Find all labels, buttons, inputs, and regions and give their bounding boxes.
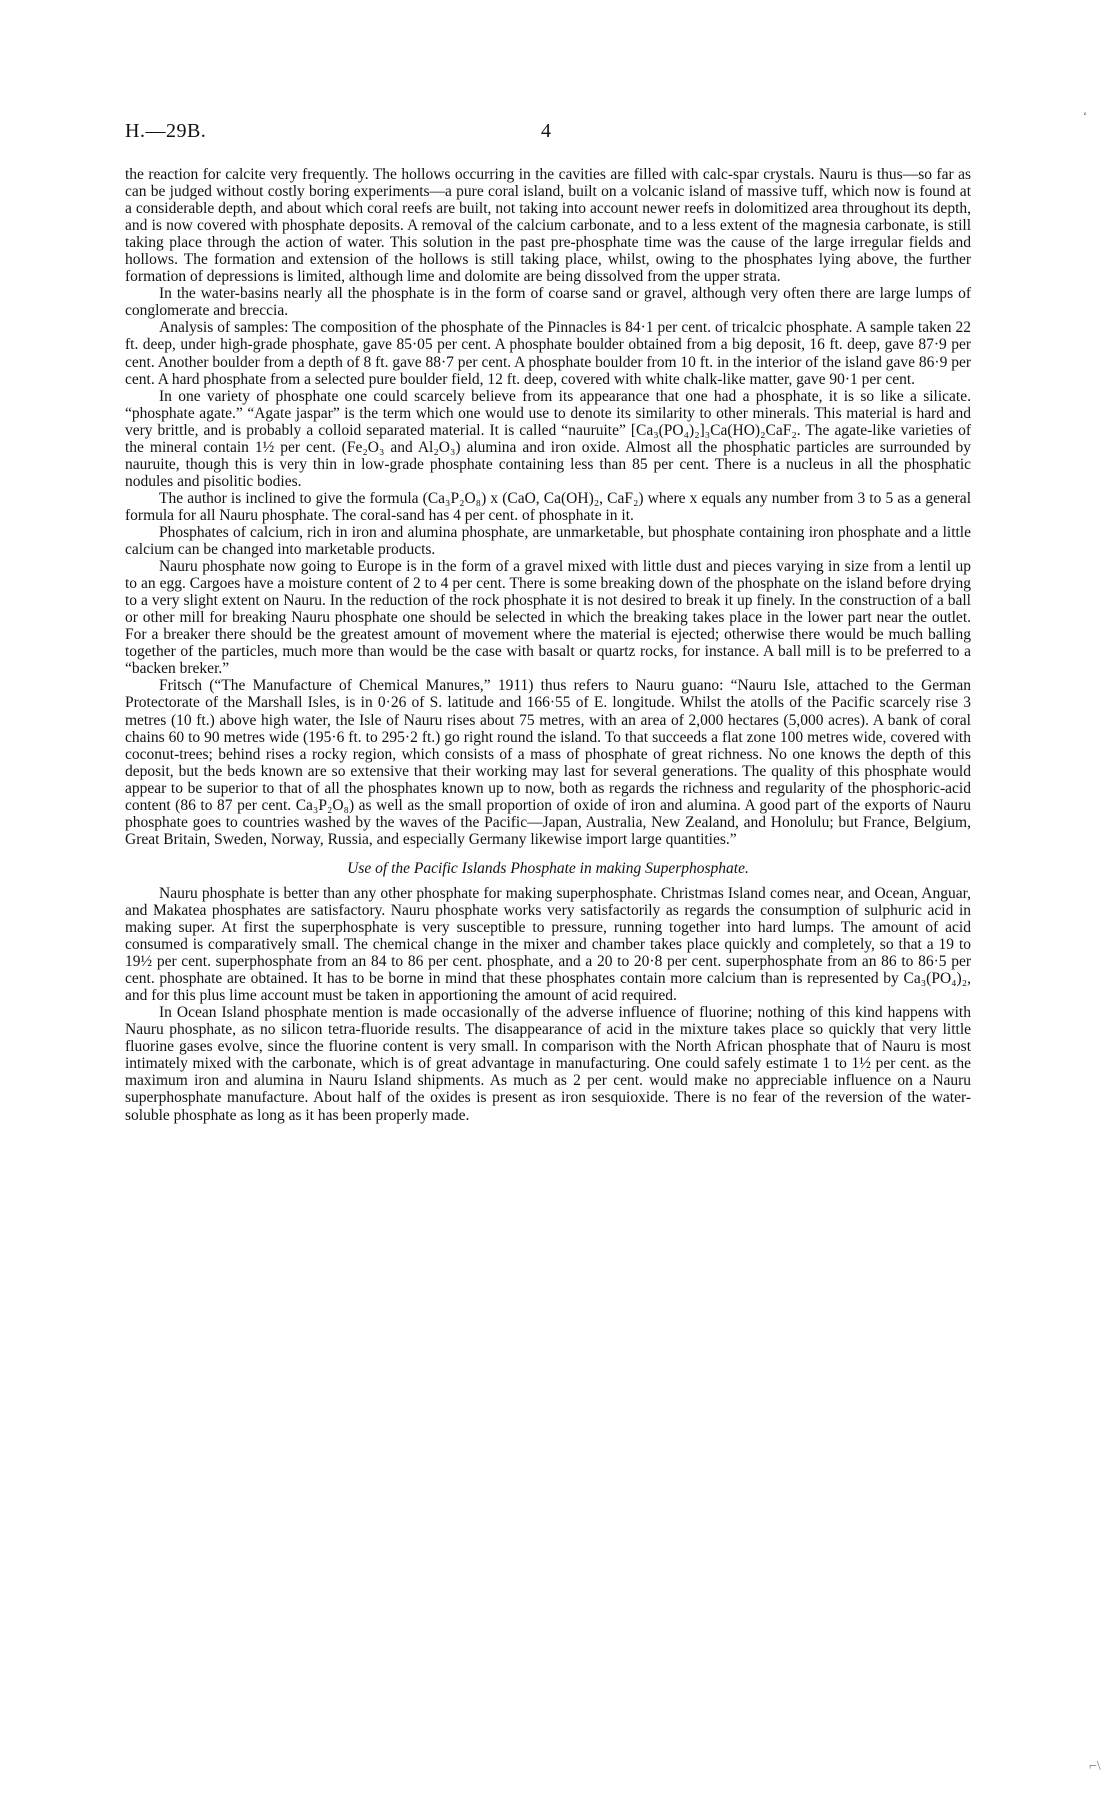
- paragraph-ocean-island: In Ocean Island phosphate mention is made occasionally of the adverse influence of fluorine; nothing of this kind happens with Nauru phosphate, as no silicon tetra-fluoride results. The disappearance of acid in the mixture takes place so quickly that very little fluorine gases evolve, since the fluorine content is very small. In comparison with the North African phosphate that of Nauru is most intimately mixed with the carbonate, which is of great advantage in manufacturing. One could safely estimate 1 to 1½ per cent. as the maximum iron and alumina in Nauru Island shipments. As much as 2 per cent. would make no appreciable influence on a Nauru superphosphate manufacture. About half of the oxides is present as iron sesquioxide. There is no fear of the reversion of the water-soluble phosphate as long as it has been properly made.: [125, 1004, 971, 1124]
- document-code: H.—29B.: [125, 120, 207, 142]
- document-body: [125, 166, 971, 1124]
- margin-mark-bottom: ⌐\: [1089, 1759, 1101, 1774]
- paragraph-calcium: Phosphates of calcium, rich in iron and alumina phosphate, are unmarketable, but phosphate containing iron phosphate and a little calcium can be changed into marketable products.: [125, 523, 971, 559]
- margin-mark-top: ʻ: [1083, 109, 1087, 123]
- section-heading: Use of the Pacific Islands Phosphate in making Superphosphate.: [347, 859, 749, 877]
- paragraph-water-basins: In the water-basins nearly all the phosphate is in the form of coarse sand or gravel, although very often there are large lumps of conglomerate and breccia.: [125, 285, 971, 320]
- paragraph-nauruite: In one variety of phosphate one could scarcely believe from its appearance that one had a phosphate, it is so like a silicate. “phosphate agate.” “Agate jaspar” is the term which one would use to denote its similarity to other minerals. This material is hard and very brittle, and is probably a colloid separated material. It is called “nauruite” [Ca₃(PO₄)₂]₃Ca(HO)₂CaF₂. The agate-like varieties of the mineral contain 1½ per cent. (Fe₂O₃ and Al₂O₃) alumina and iron oxide. Almost all the phosphatic particles are surrounded by nauruite, though this is very thin in low-grade phosphate containing less than 85 per cent. There is a nucleus in all the phosphatic nodules and pisolitic bodies.: [125, 387, 971, 490]
- paragraph-formula: The author is inclined to give the formula (Ca₃P₂O₈) x (CaO, Ca(OH)₂, CaF₂) where x equals any number from 3 to 5 as a general formula for all Nauru phosphate. The coral-sand has 4 per cent. of phosphate in it.: [125, 489, 971, 524]
- paragraph-analysis: Analysis of samples: The composition of the phosphate of the Pinnacles is 84·1 per cent. of tricalcic phosphate. A sample taken 22 ft. deep, under high-grade phosphate, gave 85·05 per cent. A phosphate boulder obtained from a big deposit, 16 ft. deep, gave 87·9 per cent. Another boulder from a depth of 8 ft. gave 88·7 per cent. A phosphate boulder from 10 ft. in the interior of the island gave 86·9 per cent. A hard phosphate from a selected pure boulder field, 12 ft. deep, covered with white chalk-like matter, gave 90·1 per cent.: [125, 319, 971, 388]
- paragraph-europe: Nauru phosphate now going to Europe is in the form of a gravel mixed with little dust and pieces varying in size from a lentil up to an egg. Cargoes have a moisture content of 2 to 4 per cent. There is some breaking down of the phosphate on the island before drying to a very slight extent on Nauru. In the reduction of the rock phosphate it is not desired to break it up finely. In the construction of a ball or other mill for breaking Nauru phosphate one should be selected in which the breaking takes place in the lower part near the outlet. For a breaker there should be the greatest amount of movement where the material is ejected; otherwise there would be much balling together of the particles, much more than would be the case with basalt or quartz rocks, for instance. A ball mill is to be preferred to a “backen breker.”: [125, 558, 971, 678]
- paragraph-continued: the reaction for calcite very frequently. The hollows occurring in the cavities are filled with calc-spar crystals. Nauru is thus—so far as can be judged without costly boring experiments—a pure coral island, built on a volcanic island of massive tuff, which now is found at a considerable depth, and about which coral reefs are built, not taking into account newer reefs in dolomitized area throughout its depth, and is now covered with phosphate deposits. A removal of the calcium carbonate, and to a less extent of the magnesia carbonate, is still taking place through the action of water. This solution in the past pre-phosphate time was the cause of the large irregular fields and hollows. The formation and extension of the hollows is still taking place, whilst, owing to the phosphates lying above, the further formation of depressions is limited, although lime and dolomite are being dissolved from the upper strata.: [125, 166, 971, 286]
- paragraph-fritsch: Fritsch (“The Manufacture of Chemical Manures,” 1911) thus refers to Nauru guano: “Nauru Isle, attached to the German Protectorate of the Marshall Isles, is in 0·26 of S. latitude and 166·55 of E. longitude. Whilst the atolls of the Pacific scarcely rise 3 metres (10 ft.) above high water, the Isle of Nauru rises about 75 metres, with an area of 2,000 hectares (5,000 acres). A bank of coral chains 60 to 90 metres wide (195·6 ft. to 295·2 ft.) go right round the island. To that succeeds a flat zone 100 metres wide, covered with coconut-trees; behind rises a rocky region, which consists of a mass of phosphate of great richness. No one knows the depth of this deposit, but the beds known are so extensive that their working may last for several generations. The quality of this phosphate would appear to be superior to that of all the phosphates known up to now, both as regards the richness and regularity of the phosphoric-acid content (86 to 87 per cent. Ca₃P₂O₈) as well as the small proportion of oxide of iron and alumina. A good part of the exports of Nauru phosphate goes to countries washed by the waves of the Pacific—Japan, Australia, New Zealand, and Honolulu; but France, Belgium, Great Britain, Sweden, Norway, Russia, and especially Germany likewise import large quantities.”: [125, 677, 971, 848]
- page-header: [125, 120, 955, 150]
- paragraph-superphosphate: Nauru phosphate is better than any other phosphate for making superphosphate. Christmas Island comes near, and Ocean, Anguar, and Makatea phosphates are satisfactory. Nauru phosphate works very satisfactorily as regards the consumption of sulphuric acid in making super. At first the superphosphate is very susceptible to pressure, running together into hard lumps. The amount of acid consumed is comparatively small. The chemical change in the mixer and chamber takes place quickly and completely, so that a 19 to 19½ per cent. superphosphate from an 84 to 86 per cent. phosphate, and a 20 to 20·8 per cent. superphosphate from an 86 to 86·5 per cent. phosphate are obtained. It has to be borne in mind that these phosphates contain more calcium than is represented by Ca₃(PO₄)₂, and for this plus lime account must be taken in apportioning the amount of acid required.: [125, 884, 971, 1005]
- page-number: 4: [541, 120, 551, 142]
